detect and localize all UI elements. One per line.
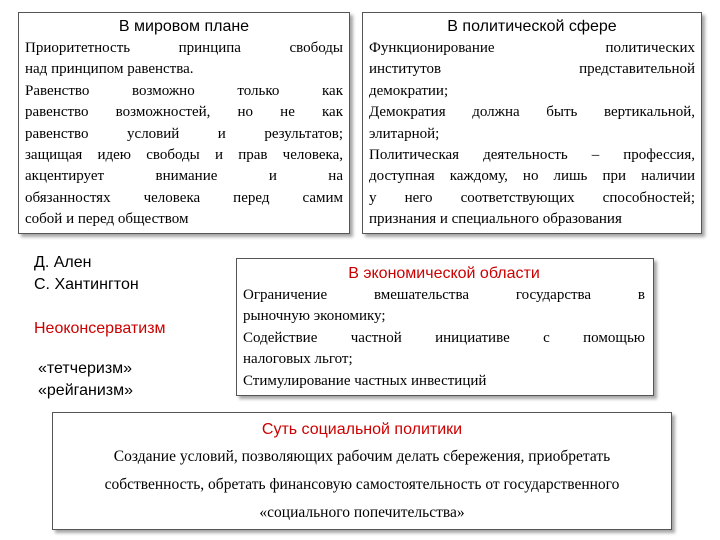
economy-line: рыночную экономику;: [243, 308, 386, 325]
politics-line: Демократия должна быть вертикальной,: [369, 104, 695, 121]
politics-line: Политическая деятельность – профессия,: [369, 147, 695, 164]
politics-line: признания и специального образования: [369, 211, 622, 228]
world-line: обязанностях человека перед самим: [25, 189, 343, 206]
politics-sphere-box: [362, 12, 702, 234]
world-line: над принципом равенства.: [25, 61, 194, 78]
social-line: собственность, обретать финансовую самостоятельность от государственного: [104, 476, 620, 493]
neoconservatism-title: Неоконсерватизм: [34, 320, 166, 337]
social-policy-box: [52, 412, 672, 530]
world-line: Приоритетность принципа свободы: [25, 40, 343, 56]
economy-line: налоговых льгот;: [243, 351, 353, 368]
politics-line: институтов представительной: [369, 61, 695, 78]
economy-line: Ограничение вмешательства государства в: [243, 287, 645, 303]
social-line: «социального попечительства»: [259, 504, 465, 521]
author-name: Д. Ален: [34, 254, 92, 271]
world-plane-title: В мировом плане: [118, 18, 250, 35]
economy-line: Стимулирование частных инвестиций: [243, 372, 487, 389]
world-line: защищая идею свободы и прав человека,: [25, 147, 343, 164]
politics-line: доступная каждому, но лишь при наличии: [369, 168, 695, 185]
world-line: собой и перед обществом: [25, 211, 189, 228]
politics-sphere-title: В политической сфере: [447, 18, 617, 35]
world-line: Равенство возможно только как: [25, 82, 343, 99]
politics-line: у него соответствующих способностей;: [369, 189, 695, 206]
world-plane-box: [18, 12, 350, 234]
politics-line: элитарной;: [369, 125, 440, 142]
economy-area-title: В экономической области: [348, 265, 540, 282]
social-policy-title: Суть социальной политики: [261, 421, 463, 438]
economy-area-box: [236, 258, 654, 396]
world-line: акцентирует внимание и на: [25, 168, 343, 185]
politics-line: демократии;: [369, 82, 449, 99]
world-line: равенство возможностей, но не как: [25, 104, 343, 121]
politics-line: Функционирование политических: [369, 40, 695, 56]
ism-item: «рейганизм»: [38, 382, 134, 399]
world-line: равенство условий и результатов;: [25, 125, 343, 142]
social-line: Создание условий, позволяющих рабочим делать сбережения, приобретать: [113, 448, 611, 465]
authors-list: [34, 252, 139, 296]
economy-line: Содействие частной инициативе с помощью: [243, 329, 645, 346]
author-name: С. Хантингтон: [34, 276, 139, 293]
isms-list: [38, 358, 133, 402]
ism-item: «тетчеризм»: [38, 360, 133, 377]
